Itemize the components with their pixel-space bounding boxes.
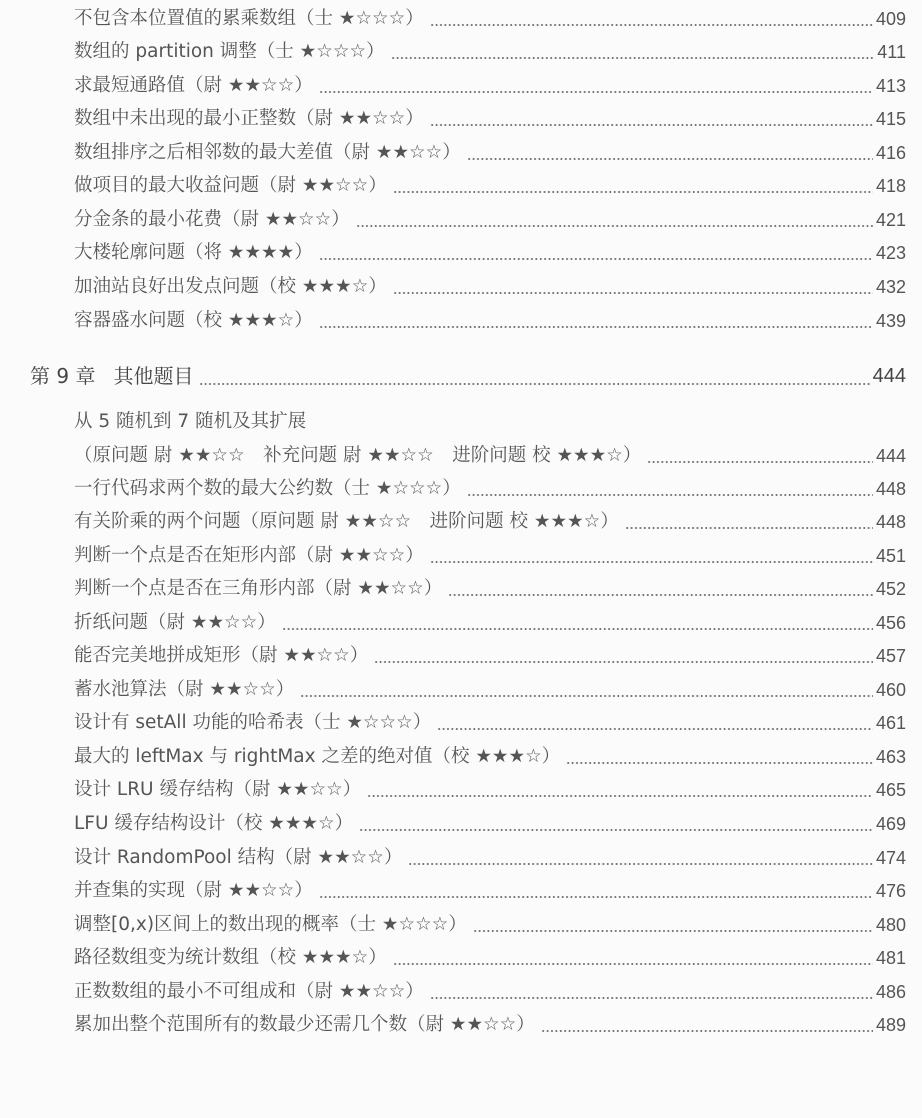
toc-entry[interactable] <box>74 104 906 134</box>
toc-entry-page: 474 <box>875 848 906 868</box>
toc-entry-title: 判断一个点是否在矩形内部（尉 ★★☆☆） <box>74 545 424 566</box>
toc-entry-title: 调整[0,x)区间上的数出现的概率（士 ★☆☆☆） <box>74 914 467 935</box>
dot-leader <box>393 943 873 973</box>
dot-leader <box>393 272 873 302</box>
dot-leader <box>367 775 873 805</box>
toc-entry-title: 设计有 setAll 功能的哈希表（士 ★☆☆☆） <box>74 712 432 733</box>
toc-entry-title: （原问题 尉 ★★☆☆ 补充问题 尉 ★★☆☆ 进阶问题 校 ★★★☆） <box>74 445 642 466</box>
toc-entry-title: 路径数组变为统计数组（校 ★★★☆） <box>74 947 387 968</box>
toc-entry[interactable] <box>74 809 906 839</box>
chapter-heading[interactable] <box>30 361 906 391</box>
toc-entry-page: 457 <box>875 646 906 666</box>
toc-entry[interactable] <box>74 876 906 906</box>
toc-entry[interactable] <box>74 474 906 504</box>
dot-leader <box>300 675 873 705</box>
toc-entry[interactable] <box>74 708 906 738</box>
toc-entry-title: 加油站良好出发点问题（校 ★★★☆） <box>74 276 387 297</box>
toc-entry-page: 415 <box>875 109 906 129</box>
toc-entry-page: 416 <box>875 143 906 163</box>
toc-entry-title: 并查集的实现（尉 ★★☆☆） <box>74 880 313 901</box>
toc-entry-title: 有关阶乘的两个问题（原问题 尉 ★★☆☆ 进阶问题 校 ★★★☆） <box>74 511 619 532</box>
toc-entry[interactable] <box>74 272 906 302</box>
toc-entry-title: LFU 缓存结构设计（校 ★★★☆） <box>74 813 354 834</box>
toc-entry-title: 设计 LRU 缓存结构（尉 ★★☆☆） <box>74 779 362 800</box>
toc-entry-title: 累加出整个范围所有的数最少还需几个数（尉 ★★☆☆） <box>74 1014 535 1035</box>
toc-entry-page: 409 <box>875 9 906 29</box>
dot-leader <box>319 238 873 268</box>
dot-leader <box>430 4 873 34</box>
chapter-page: 444 <box>872 365 906 387</box>
toc-entry[interactable] <box>74 171 906 201</box>
toc-entry[interactable] <box>74 641 906 671</box>
dot-leader <box>541 1010 873 1040</box>
toc-entry-multiline-title[interactable]: 从 5 随机到 7 随机及其扩展 <box>74 411 307 432</box>
toc-entry[interactable] <box>74 977 906 1007</box>
toc-entry-page: 413 <box>875 76 906 96</box>
toc-entry[interactable] <box>74 37 906 67</box>
toc-entry-title: 分金条的最小花费（尉 ★★☆☆） <box>74 209 350 230</box>
dot-leader <box>319 71 873 101</box>
toc-entry-page: 448 <box>875 512 906 532</box>
dot-leader <box>437 708 873 738</box>
toc-entry[interactable] <box>74 1010 906 1040</box>
toc-entry[interactable] <box>74 608 906 638</box>
dot-leader <box>473 910 873 940</box>
toc-entry-title: 求最短通路值（尉 ★★☆☆） <box>74 75 313 96</box>
dot-leader <box>356 205 873 235</box>
toc-entry[interactable] <box>74 843 906 873</box>
dot-leader <box>625 507 873 537</box>
chapter-title: 其他题目 <box>113 364 194 388</box>
dot-leader <box>647 441 873 471</box>
dot-leader <box>430 104 873 134</box>
dot-leader <box>408 843 873 873</box>
toc-entry[interactable] <box>74 675 906 705</box>
toc-entry[interactable] <box>74 541 906 571</box>
dot-leader <box>430 541 873 571</box>
dot-leader <box>282 608 873 638</box>
dot-leader <box>467 474 873 504</box>
toc-entry[interactable] <box>74 238 906 268</box>
toc-entry-title: 正数数组的最小不可组成和（尉 ★★☆☆） <box>74 981 424 1002</box>
toc-entry-title: 不包含本位置值的累乘数组（士 ★☆☆☆） <box>74 8 424 29</box>
toc-entry[interactable] <box>74 742 906 772</box>
toc-entry-title: 最大的 leftMax 与 rightMax 之差的绝对值（校 ★★★☆） <box>74 746 561 767</box>
toc-entry-title: 容器盛水问题（校 ★★★☆） <box>74 310 313 331</box>
toc-entry-page: 411 <box>877 42 906 62</box>
toc-entry-page: 444 <box>875 446 906 466</box>
toc-entry-page: 463 <box>875 747 906 767</box>
toc-entry-page: 432 <box>875 277 906 297</box>
toc-entry-page: 451 <box>875 546 906 566</box>
toc-entry-page: 456 <box>875 613 906 633</box>
toc-entry-page: 489 <box>875 1015 906 1035</box>
toc-entry-page: 481 <box>875 948 906 968</box>
toc-entry[interactable] <box>74 138 906 168</box>
dot-leader <box>319 876 873 906</box>
toc-entry-page: 418 <box>875 176 906 196</box>
toc-entry[interactable] <box>74 507 906 537</box>
toc-entry-title: 做项目的最大收益问题（尉 ★★☆☆） <box>74 175 387 196</box>
toc-entry[interactable] <box>74 943 906 973</box>
toc-entry[interactable] <box>74 4 906 34</box>
toc-entry[interactable] <box>74 441 906 471</box>
toc-entry-title: 数组中未出现的最小正整数（尉 ★★☆☆） <box>74 108 424 129</box>
toc-entry[interactable] <box>74 775 906 805</box>
toc-entry-page: 480 <box>875 915 906 935</box>
dot-leader <box>448 574 873 604</box>
toc-entry-title: 大楼轮廓问题（将 ★★★★） <box>74 242 313 263</box>
toc-entry-page: 461 <box>875 713 906 733</box>
toc-entry[interactable] <box>74 205 906 235</box>
dot-leader <box>391 37 875 67</box>
dot-leader <box>319 306 873 336</box>
dot-leader <box>467 138 873 168</box>
toc-entry-page: 486 <box>875 982 906 1002</box>
toc-entry-page: 469 <box>875 814 906 834</box>
dot-leader <box>393 171 873 201</box>
chapter-number: 第 9 章 <box>30 364 96 388</box>
toc-entry-title: 一行代码求两个数的最大公约数（士 ★☆☆☆） <box>74 478 461 499</box>
toc-entry-page: 476 <box>875 881 906 901</box>
toc-entry-title: 数组的 partition 调整（士 ★☆☆☆） <box>74 41 385 62</box>
toc-entry-title: 能否完美地拼成矩形（尉 ★★☆☆） <box>74 645 369 666</box>
toc-entry-page: 452 <box>875 579 906 599</box>
toc-entry[interactable] <box>74 910 906 940</box>
toc-entry[interactable] <box>74 306 906 336</box>
toc-entry-title: 设计 RandomPool 结构（尉 ★★☆☆） <box>74 847 403 868</box>
toc-entry-title: 蓄水池算法（尉 ★★☆☆） <box>74 679 295 700</box>
dot-leader <box>359 809 873 839</box>
toc-entry-page: 448 <box>875 479 906 499</box>
dot-leader <box>199 361 869 391</box>
dot-leader <box>374 641 873 671</box>
toc-entry-page: 465 <box>875 780 906 800</box>
toc-entry-page: 460 <box>875 680 906 700</box>
toc-entry-title: 数组排序之后相邻数的最大差值（尉 ★★☆☆） <box>74 142 461 163</box>
toc-entry-title: 折纸问题（尉 ★★☆☆） <box>74 612 276 633</box>
toc-entry-page: 423 <box>875 243 906 263</box>
toc-entry-title: 判断一个点是否在三角形内部（尉 ★★☆☆） <box>74 578 443 599</box>
toc-entry[interactable] <box>74 574 906 604</box>
toc-entry-page: 421 <box>875 210 906 230</box>
toc-entry-page: 439 <box>875 311 906 331</box>
dot-leader <box>430 977 873 1007</box>
dot-leader <box>566 742 873 772</box>
toc-entry[interactable] <box>74 71 906 101</box>
